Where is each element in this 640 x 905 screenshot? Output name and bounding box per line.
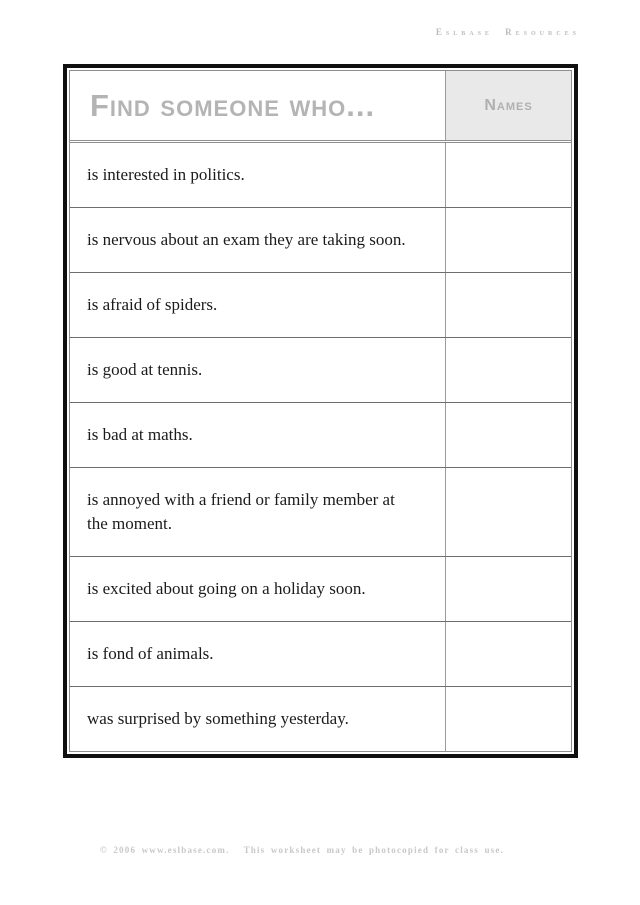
prompt-cell: is excited about going on a holiday soon. <box>87 579 366 598</box>
name-write-in-cell <box>445 687 571 751</box>
brand-text: Eslbase Resources <box>435 27 580 37</box>
worksheet-row <box>70 272 571 337</box>
prompt-cell: was surprised by something yesterday. <box>87 709 349 728</box>
worksheet-row <box>70 621 571 686</box>
prompt-cell: is afraid of spiders. <box>87 295 218 314</box>
name-write-in-cell <box>445 208 571 272</box>
name-write-in-cell <box>445 403 571 467</box>
name-write-in-cell <box>445 557 571 621</box>
name-write-in-cell <box>445 338 571 402</box>
worksheet-row <box>70 143 571 207</box>
footer <box>0 845 604 855</box>
title-cell <box>70 71 445 140</box>
names-header-cell <box>445 71 571 140</box>
prompt-cell: is annoyed with a friend or family member at the moment. <box>87 490 395 533</box>
footer-copyright: © 2006 www.eslbase.com. <box>99 845 230 855</box>
worksheet-table <box>63 64 578 758</box>
worksheet-row <box>70 402 571 467</box>
table-header-row <box>70 71 571 143</box>
table-body <box>70 143 571 751</box>
name-write-in-cell <box>445 143 571 207</box>
worksheet-row <box>70 467 571 556</box>
prompt-cell: is interested in politics. <box>87 165 245 184</box>
prompt-cell: is nervous about an exam they are taking soon. <box>87 230 406 249</box>
worksheet-row <box>70 686 571 751</box>
prompt-cell: is good at tennis. <box>87 360 203 379</box>
prompt-cell: is fond of animals. <box>87 644 214 663</box>
name-write-in-cell <box>445 273 571 337</box>
worksheet-row <box>70 556 571 621</box>
prompt-cell: is bad at maths. <box>87 425 193 444</box>
names-header-label: Names <box>484 96 533 114</box>
footer-note: This worksheet may be photocopied for class use. <box>243 845 505 855</box>
worksheet-row <box>70 207 571 272</box>
worksheet-row <box>70 337 571 402</box>
worksheet-title: Find someone who... <box>90 87 376 123</box>
name-write-in-cell <box>445 468 571 556</box>
name-write-in-cell <box>445 622 571 686</box>
